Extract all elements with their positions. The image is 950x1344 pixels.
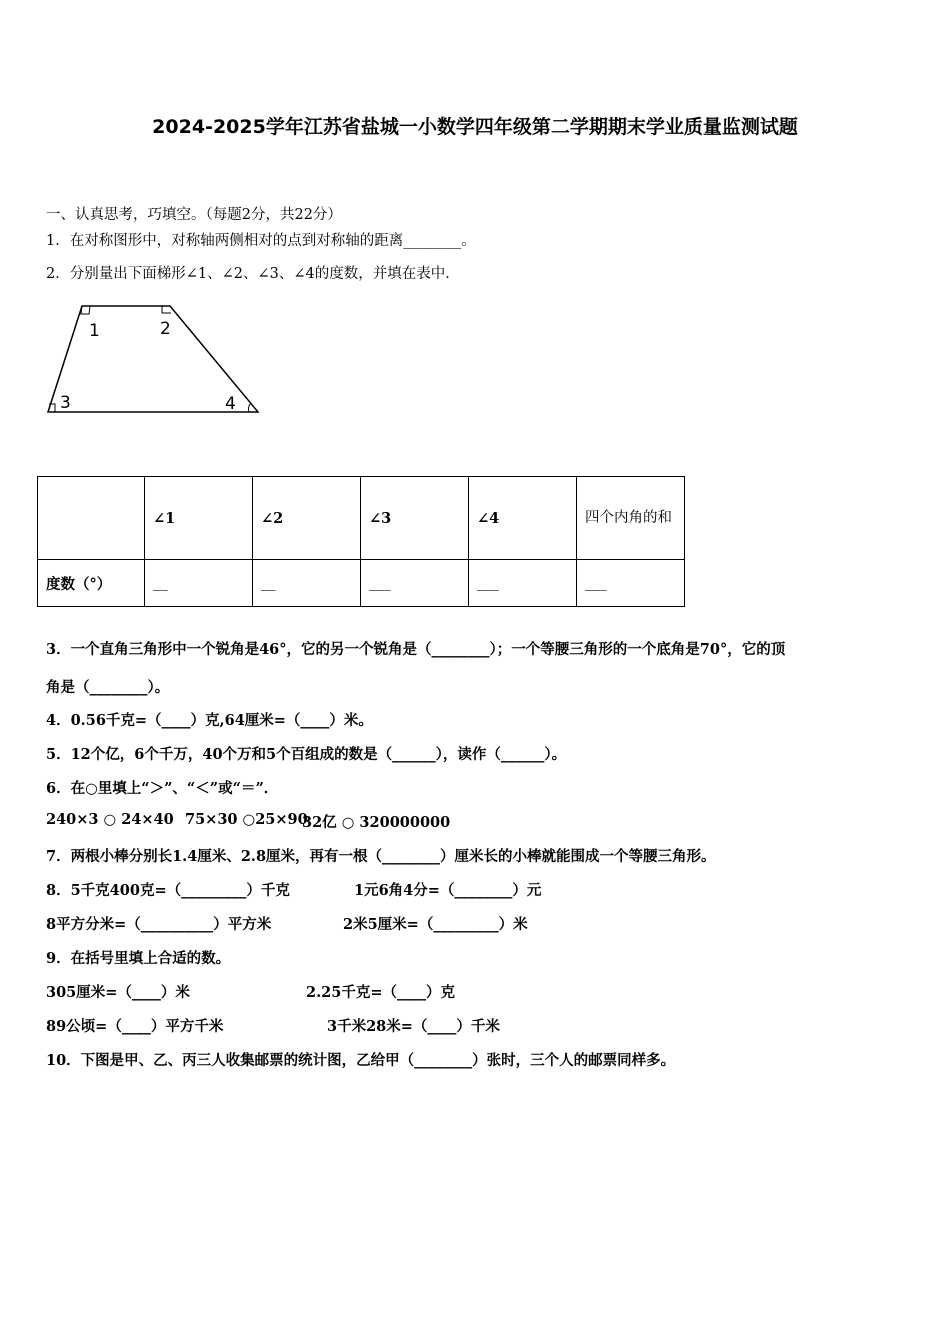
angle-table [37,476,685,607]
question-10: 10．下图是甲、乙、丙三人收集邮票的统计图，乙给甲（________）张时，三个人的邮票同样多。 [46,1052,676,1069]
question-2: 2．分别量出下面梯形∠1、∠2、∠3、∠4的度数，并填在表中． [46,266,460,282]
angle-2-label: 2 [160,319,171,339]
question-8-b: 1元6角4分=（________）元 [354,882,542,899]
question-3-cont: 角是（________）。 [46,679,170,696]
question-8-a: 8．5千克400克=（_________）千克 [46,882,290,899]
question-5: 5．12个亿，6个千万，40个万和5个百组成的数是（______），读作（______）。 [46,746,567,763]
table-row-label: 度数（°） [38,560,145,607]
question-8-c: 8平方分米=（__________）平方米 [46,916,272,933]
question-6: 6．在○里填上“＞”、“＜”或“＝”． [46,780,279,797]
angle-1-label: 1 [89,321,100,341]
question-6-item-a: 240×3 ○ 24×40 [46,811,174,828]
trapezoid-figure [44,298,264,416]
question-1: 1．在对称图形中，对称轴两侧相对的点到对称轴的距离________。 [46,233,476,249]
table-header: ∠3 [361,477,469,560]
question-9-c: 89公顷=（____）平方千米 [46,1018,224,1035]
question-4: 4．0.56千克=（____）克,64厘米=（____）米。 [46,712,373,729]
table-header: 四个内角的和 [577,477,685,560]
question-3: 3．一个直角三角形中一个锐角是46°，它的另一个锐角是（________）；一个等腰三角形的一个底角是70°，它的顶 [46,641,786,658]
table-cell: ___ [577,560,685,607]
angle-4-label: 4 [225,394,236,414]
question-9-b: 2.25千克=（____）克 [306,984,455,1001]
table-header [38,477,145,560]
table-cell: __ [145,560,253,607]
section-heading: 一、认真思考，巧填空。（每题2分，共22分） [46,207,342,223]
angle-3-label: 3 [60,393,71,413]
table-cell: __ [253,560,361,607]
question-9-a: 305厘米=（____）米 [46,984,190,1001]
table-cell: ___ [469,560,577,607]
question-7: 7．两根小棒分别长1.4厘米、2.8厘米，再有一根（________）厘米长的小棒就能围成一个等腰三角形。 [46,848,716,865]
question-6-item-c: 32亿 ○ 320000000 [302,814,451,831]
question-6-item-b: 75×30 ○25×90 [185,811,308,828]
question-9-d: 3千米28米=（____）千米 [327,1018,500,1035]
table-header: ∠1 [145,477,253,560]
page-title: 2024-2025学年江苏省盐城一小数学四年级第二学期期末学业质量监测试题 [152,116,798,138]
question-8-d: 2米5厘米=（_________）米 [343,916,528,933]
table-header: ∠4 [469,477,577,560]
question-9: 9．在括号里填上合适的数。 [46,950,231,967]
table-header: ∠2 [253,477,361,560]
table-cell: ___ [361,560,469,607]
